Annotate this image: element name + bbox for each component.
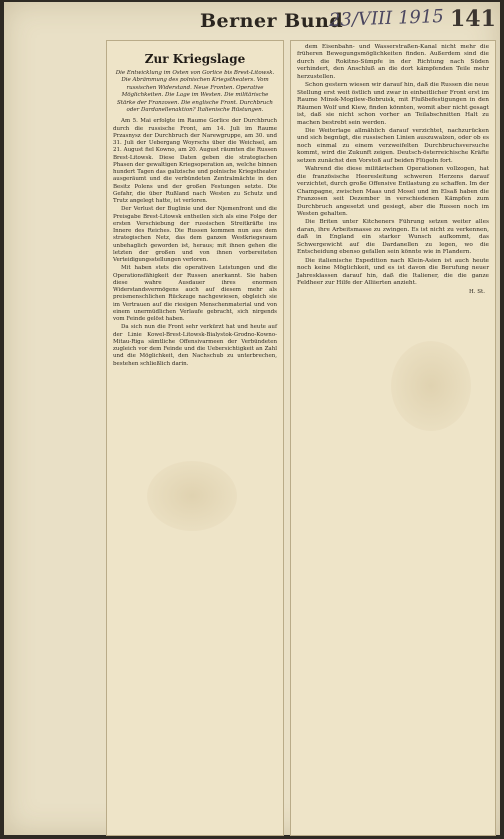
- masthead: [4, 2, 500, 42]
- article-subhead: Die Entwicklung im Osten von Gorlice bis Brest-Litowsk. Die Abrämmung des polnischen Kriegstheaters. Vom russischen Widerstand. Neue Fronten. Operative Möglichkeiten. Die Lage im Westen. Die militärische Stärke der Franzosen. Die englische Front. Durchbruch oder Dardanellenaktion? Italienische Rüstungen.: [115, 70, 275, 114]
- paragraph: Mit haben stets die operativen Leistungen und die Operationsfähigkeit der Russen anerkannt. Sie haben diese wahre Ausdauer ihres enormen Widerstandsvermögens auch auf diesem mehr als preismenschlichen Rückzuge nachgewiesen, obgleich sie im Vertrauen auf die riesigen Menschenmaterial und von einem unermüdlichen Verlaufe gebracht, sich nirgends vom Feinde gelöst haben.: [113, 265, 277, 323]
- handwritten-date: 23/VIII 1915: [328, 6, 445, 31]
- paragraph: Die italienische Expedition nach Klein-Asien ist auch heute noch keine Möglichkeit, und es ist davon die Berufung neuer Jahresklassen darauf hin, daß die Italiener, die die ganze Feldheer zur Hilfe der Alliierten anzieht.: [297, 257, 489, 287]
- paragraph: Am 5. Mai erfolgte im Raume Gorlice der Durchbruch durch die russische Front, am 14. Juli im Raume Przasnysz der Durchbruch der Narewgruppe, am 30. und 31. Juli der Uebergang Woyrschs über die Weichsel, am 21. August fiel Kowno, am 20. August räumten die Russen Brest-Litowsk. Diese Daten geben die strategischen Phasen der gewaltigen Kriegsoperation an, welche binnen hundert Tagen das galizische und polnische Kriegstheater ausgeräumt und die verbündeten Zentralmächte in den Besitz Polens und der großen Festungen setzte. Die Gefahr, die über Rußland nach Westen zu Schutz und Trutz angelegt hatte, ist verloren.: [113, 118, 277, 205]
- page-number: 141: [450, 6, 496, 32]
- paragraph: Schon gestern wiesen wir darauf hin, daß die Russen die neue Stellung erst weit östlich und zwar in einheitlicher Front erst im Raume Minsk-Mogilew-Bobruisk, mit Flußbefestigungen in den Räumen Wolf und Kiew, finden könnten, womit aber nicht gesagt ist, daß sie nicht schon vorher an Teilabschnitten Halt zu machen bestrebt sein werden.: [297, 82, 489, 126]
- paragraph: Der Verlust der Buglinie und der Njemenfront und die Preisgabe Brest-Litowsk entheilen sich als eine Folge der ersten Verschiebung der russischen Streitkräfte ins Innere des Reiches. Die Russen kommen nun aus dem strategischen Netz, das dem ganzen Westkriegsraum unbehaglich geworden ist, heraus; mit ihnen gehen die letzten der großen und von ihnen vorbereiteten Verteidigungsstellungen verloren.: [113, 206, 277, 264]
- paragraph: Wahrend die diese militärischen Operationen vollzogen, hat die französische Heeresleitung schweren Herzens darauf verzichtet, durch große Offensive Entlastung zu schaffen. Im der Champagne, zwischen Maas und Mosel und im Elsaß haben die Franzosen seit Dezember in verschiedenen Kämpfen zum Durchbruch angesetzt und gesiegt, aber die Russen noch im Westen gehalten.: [297, 166, 489, 217]
- paragraph: Da sich nun die Front sehr verkürzt hat und heute auf der Linie Kowel-Brest-Litowsk-Bialystok-Grodno-Kowno-Mitau-Riga sämtliche Offensivarmeen der Verbündeten zugleich vor dem Feinde und die Uebersichtigkeit an Zahl und die Möglichkeit, den Nachschub zu unterbrechen, bestehen schließlich darin.: [113, 324, 277, 367]
- newspaper-page: [4, 2, 500, 835]
- paper-stain: [391, 341, 471, 431]
- paragraph: Die Briten unter Kitcheners Führung setzen weiter alles daran, ihre Arbeitsmasse zu zwingen. Es ist nicht zu verkennen, daß in England ein starker Wunsch aufkommt, das Schwergewicht auf die Dardanellen zu legen, wo die Entscheidung ebenso gefallen sein könnte wie in Flandern.: [297, 219, 489, 256]
- paragraph: dem Eisenbahn- und Wasserstraßen-Kanal nicht mehr die früheren Bewegungsmöglichkeiten finden. Außerdem sind die durch die Rokitno-Sümpfe in der Richtung nach Süden verhindert, den Anschluß an die dort kämpfenden Teile mehr herzustellen.: [297, 44, 489, 80]
- clipping-left-column: [106, 40, 284, 836]
- clipping-right-column: [290, 40, 496, 836]
- article-headline: Zur Kriegslage: [144, 52, 246, 66]
- author-signature: H. St.: [468, 288, 485, 295]
- paragraph: Die Weiterlage allmählich darauf verzichtet, nachzurücken und sich begnügt, die russischen Linien auszuwalzen, oder ob es noch einmal zu einem verzweifelten Durchbruchsversuche kommt, wird die Zukunft zeigen. Deutsch-österreichische Kräfte setzen zunächst den Vorstoß auf beiden Flügeln fort.: [297, 127, 489, 164]
- paper-stain: [147, 461, 237, 531]
- newspaper-name: Berner Bund: [200, 10, 344, 32]
